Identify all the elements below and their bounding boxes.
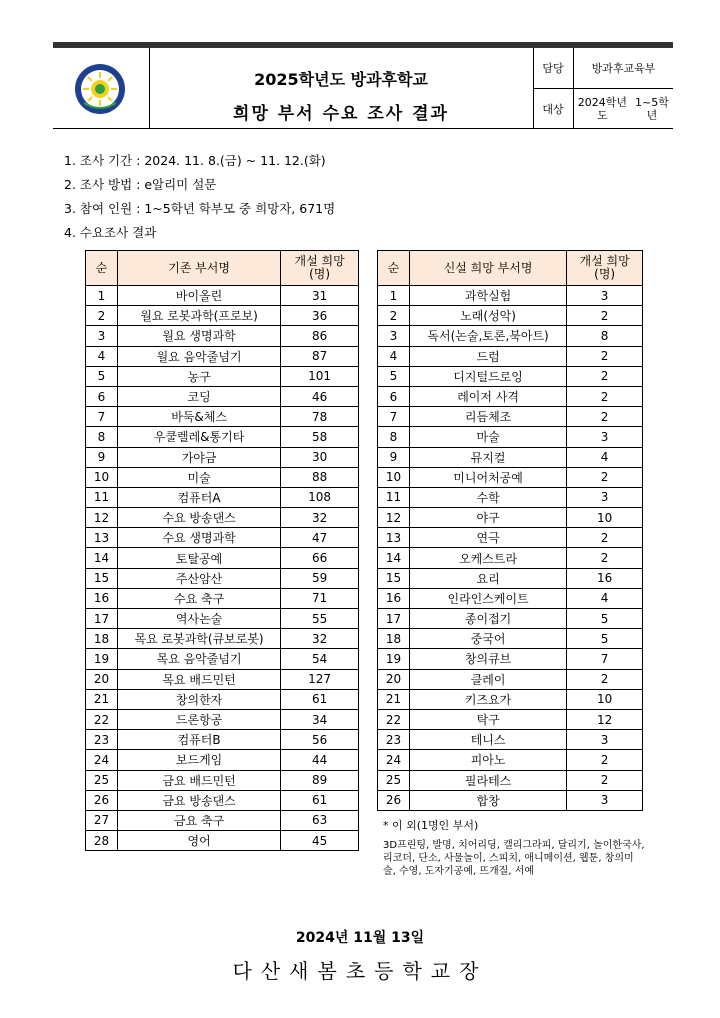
demand-count: 16 [567, 568, 643, 588]
department-name: 금요 축구 [117, 810, 280, 830]
row-number: 10 [378, 467, 410, 487]
department-name: 농구 [117, 366, 280, 386]
department-name: 요리 [409, 568, 566, 588]
demand-count: 108 [281, 487, 359, 507]
demand-count: 55 [281, 609, 359, 629]
note-body: 3D프린팅, 발명, 치어리딩, 캘리그라피, 달리기, 놀이한국사, 리코더, 단소, 사물놀이, 스피치, 애니메이션, 웹툰, 창의미술, 수영, 도자기공예, 뜨개질, 서예 [383, 840, 645, 877]
table-row [378, 286, 643, 306]
row-number: 11 [86, 487, 118, 507]
table-row [86, 508, 359, 528]
department-name: 오케스트라 [409, 548, 566, 568]
demand-count: 61 [281, 790, 359, 810]
demand-count: 2 [567, 407, 643, 427]
department-name: 바이올린 [117, 286, 280, 306]
department-name: 수요 축구 [117, 588, 280, 608]
demand-count: 44 [281, 750, 359, 770]
col-number-header: 순 [378, 251, 410, 286]
demand-count: 3 [567, 730, 643, 750]
row-number: 16 [378, 588, 410, 608]
demand-count: 87 [281, 346, 359, 366]
row-number: 6 [378, 386, 410, 406]
demand-count: 32 [281, 629, 359, 649]
title-cell [149, 48, 534, 129]
table-row [86, 689, 359, 709]
table-row [378, 770, 643, 790]
table-row [378, 750, 643, 770]
row-number: 23 [86, 730, 118, 750]
table-row [86, 669, 359, 689]
document-header [53, 42, 673, 129]
row-number: 12 [86, 508, 118, 528]
demand-count: 36 [281, 306, 359, 326]
new-department-table [377, 250, 643, 811]
department-name: 수요 방송댄스 [117, 508, 280, 528]
row-number: 21 [86, 689, 118, 709]
document-subtitle: 희망 부서 수요 조사 결과 [233, 104, 449, 124]
row-number: 5 [378, 366, 410, 386]
department-name: 필라테스 [409, 770, 566, 790]
demand-count: 89 [281, 770, 359, 790]
table-row [86, 326, 359, 346]
department-name: 목요 음악줄넘기 [117, 649, 280, 669]
department-name: 드론항공 [117, 709, 280, 729]
department-name: 뮤지컬 [409, 447, 566, 467]
demand-count: 78 [281, 407, 359, 427]
table-row [86, 366, 359, 386]
table-row [378, 346, 643, 366]
row-number: 4 [86, 346, 118, 366]
department-name: 컴퓨터B [117, 730, 280, 750]
table-row [86, 427, 359, 447]
demand-count: 86 [281, 326, 359, 346]
target-label: 대상 [533, 89, 574, 129]
demand-count: 30 [281, 447, 359, 467]
row-number: 20 [86, 669, 118, 689]
table-row [86, 609, 359, 629]
school-logo-icon [74, 63, 126, 115]
row-number: 3 [86, 326, 118, 346]
demand-count: 3 [567, 286, 643, 306]
demand-count: 2 [567, 386, 643, 406]
demand-count: 31 [281, 286, 359, 306]
row-number: 14 [378, 548, 410, 568]
demand-count: 54 [281, 649, 359, 669]
demand-count: 45 [281, 831, 359, 851]
document-title: 2025학년도 방과후학교 [254, 70, 428, 89]
department-name: 가야금 [117, 447, 280, 467]
row-number: 28 [86, 831, 118, 851]
demand-count: 3 [567, 427, 643, 447]
table-row [86, 467, 359, 487]
table-row [378, 730, 643, 750]
demand-count: 59 [281, 568, 359, 588]
row-number: 10 [86, 467, 118, 487]
table-row [86, 730, 359, 750]
department-name: 드럼 [409, 346, 566, 366]
demand-count: 46 [281, 386, 359, 406]
table-row [378, 629, 643, 649]
col-department-header: 신설 희망 부서명 [409, 251, 566, 286]
row-number: 1 [378, 286, 410, 306]
department-name: 클레이 [409, 669, 566, 689]
row-number: 18 [378, 629, 410, 649]
info-result-heading: 4. 수요조사 결과 [64, 225, 157, 240]
table-row [86, 831, 359, 851]
row-number: 19 [86, 649, 118, 669]
row-number: 14 [86, 548, 118, 568]
demand-header-unit: (명) [594, 267, 616, 281]
row-number: 4 [378, 346, 410, 366]
row-number: 22 [86, 709, 118, 729]
table-row [378, 427, 643, 447]
col-demand-header [281, 251, 359, 286]
demand-count: 2 [567, 770, 643, 790]
department-name: 중국어 [409, 629, 566, 649]
row-number: 13 [86, 528, 118, 548]
department-name: 독서(논술,토론,북아트) [409, 326, 566, 346]
demand-count: 2 [567, 528, 643, 548]
demand-count: 71 [281, 588, 359, 608]
col-number-header: 순 [86, 251, 118, 286]
department-name: 금요 방송댄스 [117, 790, 280, 810]
demand-count: 63 [281, 810, 359, 830]
row-number: 12 [378, 508, 410, 528]
department-name: 수요 생명과학 [117, 528, 280, 548]
department-name: 토탈공예 [117, 548, 280, 568]
demand-count: 10 [567, 508, 643, 528]
row-number: 13 [378, 528, 410, 548]
demand-count: 88 [281, 467, 359, 487]
col-demand-header [567, 251, 643, 286]
demand-count: 34 [281, 709, 359, 729]
department-name: 연극 [409, 528, 566, 548]
table-row [378, 669, 643, 689]
department-name: 컴퓨터A [117, 487, 280, 507]
row-number: 27 [86, 810, 118, 830]
row-number: 21 [378, 689, 410, 709]
row-number: 17 [86, 609, 118, 629]
row-number: 25 [378, 770, 410, 790]
department-name: 금요 배드민턴 [117, 770, 280, 790]
row-number: 26 [378, 790, 410, 810]
existing-department-table [85, 250, 359, 851]
table-row [378, 609, 643, 629]
table-row [378, 487, 643, 507]
row-number: 15 [86, 568, 118, 588]
table-row [378, 306, 643, 326]
row-number: 24 [378, 750, 410, 770]
info-period: 1. 조사 기간 : 2024. 11. 8.(금) ~ 11. 12.(화) [64, 153, 326, 168]
table-row [86, 487, 359, 507]
logo-cell [53, 48, 150, 129]
demand-count: 101 [281, 366, 359, 386]
demand-count: 56 [281, 730, 359, 750]
table-row [86, 528, 359, 548]
demand-count: 61 [281, 689, 359, 709]
department-name: 레이저 사격 [409, 386, 566, 406]
table-row [86, 548, 359, 568]
department-name: 탁구 [409, 709, 566, 729]
department-name: 수학 [409, 487, 566, 507]
department-name: 목요 배드민턴 [117, 669, 280, 689]
department-name: 역사논술 [117, 609, 280, 629]
table-row [86, 447, 359, 467]
demand-count: 4 [567, 588, 643, 608]
demand-count: 2 [567, 306, 643, 326]
row-number: 19 [378, 649, 410, 669]
row-number: 7 [378, 407, 410, 427]
department-name: 키즈요가 [409, 689, 566, 709]
table-row [378, 709, 643, 729]
department-name: 인라인스케이트 [409, 588, 566, 608]
department-name: 월요 음악줄넘기 [117, 346, 280, 366]
department-name: 우쿨렐레&통기타 [117, 427, 280, 447]
table-row [378, 548, 643, 568]
demand-header-text: 개설 희망 [294, 254, 345, 268]
demand-count: 2 [567, 548, 643, 568]
table-row [86, 790, 359, 810]
demand-count: 58 [281, 427, 359, 447]
table-header-row [378, 251, 643, 286]
demand-count: 5 [567, 629, 643, 649]
note-title: * 이 외(1명인 부서) [383, 819, 479, 832]
row-number: 9 [378, 447, 410, 467]
department-name: 과학실험 [409, 286, 566, 306]
row-number: 5 [86, 366, 118, 386]
department-name: 보드게임 [117, 750, 280, 770]
department-name: 영어 [117, 831, 280, 851]
info-method: 2. 조사 방법 : e알리미 설문 [64, 177, 217, 192]
department-name: 합창 [409, 790, 566, 810]
demand-count: 66 [281, 548, 359, 568]
table-row [86, 770, 359, 790]
department-name: 미니어처공예 [409, 467, 566, 487]
demand-count: 47 [281, 528, 359, 548]
row-number: 25 [86, 770, 118, 790]
issue-date: 2024년 11월 13일 [295, 930, 425, 946]
row-number: 18 [86, 629, 118, 649]
row-number: 8 [378, 427, 410, 447]
table-row [86, 386, 359, 406]
table-row [378, 508, 643, 528]
row-number: 26 [86, 790, 118, 810]
table-row [86, 629, 359, 649]
target-value-year: 2024학년도 [577, 96, 628, 122]
row-number: 6 [86, 386, 118, 406]
row-number: 7 [86, 407, 118, 427]
row-number: 23 [378, 730, 410, 750]
row-number: 1 [86, 286, 118, 306]
row-number: 2 [378, 306, 410, 326]
table-row [86, 568, 359, 588]
table-row [378, 588, 643, 608]
table-row [86, 346, 359, 366]
demand-count: 3 [567, 487, 643, 507]
table-row [378, 689, 643, 709]
demand-count: 12 [567, 709, 643, 729]
demand-count: 2 [567, 346, 643, 366]
department-name: 테니스 [409, 730, 566, 750]
department-name: 리듬체조 [409, 407, 566, 427]
table-row [86, 588, 359, 608]
row-number: 9 [86, 447, 118, 467]
demand-count: 3 [567, 790, 643, 810]
demand-count: 10 [567, 689, 643, 709]
demand-count: 2 [567, 366, 643, 386]
demand-count: 2 [567, 467, 643, 487]
table-row [378, 326, 643, 346]
target-value-grades: 1~5학년 [634, 96, 669, 122]
row-number: 11 [378, 487, 410, 507]
department-name: 창의큐브 [409, 649, 566, 669]
row-number: 2 [86, 306, 118, 326]
row-number: 16 [86, 588, 118, 608]
table-row [378, 790, 643, 810]
table-row [378, 407, 643, 427]
department-name: 종이접기 [409, 609, 566, 629]
row-number: 15 [378, 568, 410, 588]
department-name: 월요 로봇과학(프로보) [117, 306, 280, 326]
department-name: 목요 로봇과학(큐보로봇) [117, 629, 280, 649]
row-number: 24 [86, 750, 118, 770]
table-row [378, 467, 643, 487]
demand-count: 2 [567, 750, 643, 770]
demand-count: 127 [281, 669, 359, 689]
department-name: 미술 [117, 467, 280, 487]
department-name: 야구 [409, 508, 566, 528]
info-participants: 3. 참여 인원 : 1~5학년 학부모 중 희망자, 671명 [64, 201, 336, 216]
table-row [86, 709, 359, 729]
table-row [378, 649, 643, 669]
demand-header-text: 개설 희망 [579, 254, 630, 268]
department-name: 코딩 [117, 386, 280, 406]
row-number: 22 [378, 709, 410, 729]
table-row [378, 366, 643, 386]
table-row [378, 447, 643, 467]
department-name: 노래(성악) [409, 306, 566, 326]
department-name: 월요 생명과학 [117, 326, 280, 346]
demand-count: 5 [567, 609, 643, 629]
in-charge-label: 담당 [533, 48, 574, 89]
table-row [378, 386, 643, 406]
department-name: 바둑&체스 [117, 407, 280, 427]
table-row [86, 649, 359, 669]
demand-count: 2 [567, 669, 643, 689]
table-row [86, 810, 359, 830]
target-value [574, 89, 673, 129]
department-name: 창의한자 [117, 689, 280, 709]
demand-count: 7 [567, 649, 643, 669]
department-name: 마술 [409, 427, 566, 447]
school-principal: 다산새봄초등학교장 [232, 959, 488, 983]
row-number: 8 [86, 427, 118, 447]
in-charge-value: 방과후교육부 [574, 48, 673, 89]
demand-count: 4 [567, 447, 643, 467]
row-number: 20 [378, 669, 410, 689]
demand-count: 8 [567, 326, 643, 346]
demand-count: 32 [281, 508, 359, 528]
table-row [86, 407, 359, 427]
department-name: 디지털드로잉 [409, 366, 566, 386]
department-name: 주산암산 [117, 568, 280, 588]
row-number: 17 [378, 609, 410, 629]
demand-header-unit: (명) [309, 267, 331, 281]
table-row [86, 306, 359, 326]
row-number: 3 [378, 326, 410, 346]
table-header-row [86, 251, 359, 286]
table-row [378, 568, 643, 588]
department-name: 피아노 [409, 750, 566, 770]
table-row [86, 286, 359, 306]
table-row [86, 750, 359, 770]
col-department-header: 기존 부서명 [117, 251, 280, 286]
approval-box [533, 48, 673, 129]
table-row [378, 528, 643, 548]
